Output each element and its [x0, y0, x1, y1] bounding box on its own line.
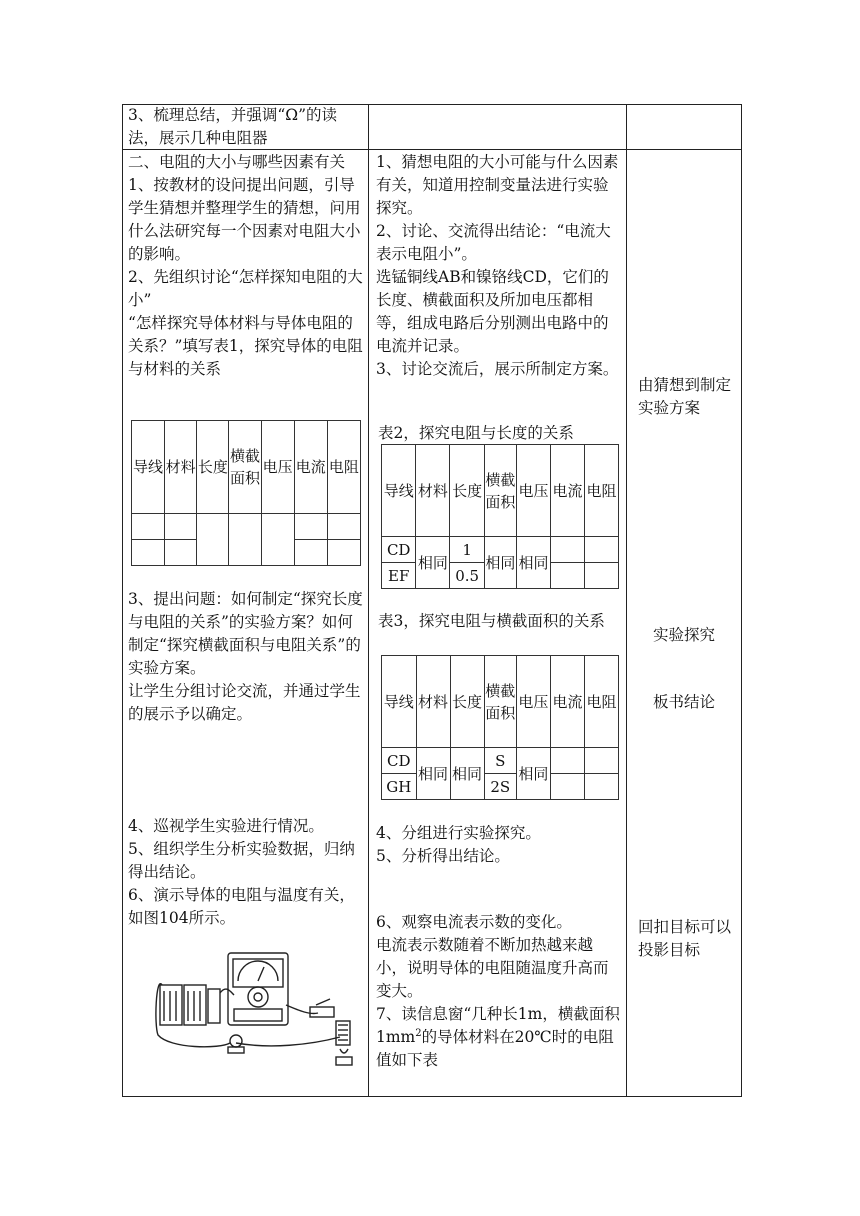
t2-area: 相同 — [484, 537, 516, 589]
t3-resistance — [584, 748, 618, 774]
t2-length: 0.5 — [450, 563, 484, 589]
t3-current — [550, 748, 584, 774]
student-p9-text-end: 的导体材料在20℃时的电阻值如下表 — [376, 1028, 614, 1069]
t2-wire: CD — [382, 537, 416, 563]
t3-header: 电阻 — [584, 656, 618, 748]
teacher-p7: 4、巡视学生实验进行情况。 — [128, 817, 324, 835]
t1-header: 导线 — [132, 421, 165, 514]
t3-header: 电压 — [516, 656, 550, 748]
table-3 — [381, 655, 619, 800]
t3-wire: GH — [382, 774, 417, 800]
experiment-apparatus-illustration — [150, 945, 365, 1070]
t1-header: 电流 — [294, 421, 327, 514]
t2-voltage: 相同 — [516, 537, 550, 589]
t3-material: 相同 — [416, 748, 450, 800]
teacher-p4: “怎样探究导体材料与导体电阻的关系？”填写表1，探究导体的电阻与材料的关系 — [128, 314, 363, 378]
student-p9 — [376, 1003, 620, 1072]
teacher-p5: 3、提出问题：如何制定“探究长度与电阻的关系”的实验方案？如何制定“探究横截面积与电阻关系”的实验方案。 — [128, 590, 363, 677]
t2-material: 相同 — [416, 537, 450, 589]
student-p9-text: 7、读信息窗“几种长1m，横截面积1mm — [376, 1005, 620, 1046]
t2-length: 1 — [450, 537, 484, 563]
teacher-p8: 5、组织学生分析实验数据，归纳得出结论。 — [128, 840, 355, 881]
t2-current — [550, 563, 584, 589]
teacher-column-upper — [128, 151, 364, 381]
t1-header: 材料 — [165, 421, 197, 514]
t2-header: 电流 — [550, 445, 584, 537]
student-column-middle — [376, 822, 620, 868]
table-1 — [131, 420, 361, 566]
t2-header: 电压 — [516, 445, 550, 537]
t3-wire: CD — [382, 748, 417, 774]
t3-voltage: 相同 — [516, 748, 550, 800]
teacher-p2: 1、按教材的设问提出问题，引导学生猜想并整理学生的猜想，问用什么法研究每一个因素对电阻大小的影响。 — [128, 176, 361, 263]
t1-header: 横截面积 — [229, 421, 261, 514]
t2-resistance — [584, 563, 618, 589]
student-p5: 4、分组进行实验探究。 — [376, 824, 541, 842]
text-summary: 3、梳理总结，并强调“Ω”的读法，展示几种电阻器 — [128, 106, 338, 147]
t3-resistance — [584, 774, 618, 800]
teacher-column-lower — [128, 815, 364, 930]
t1-cell — [294, 514, 327, 540]
t1-header: 电压 — [261, 421, 294, 514]
t3-header: 导线 — [382, 656, 417, 748]
note-2: 实验探究 — [652, 626, 715, 644]
column-divider-2 — [626, 104, 627, 1097]
superscript: 2 — [415, 1027, 422, 1039]
note-3: 板书结论 — [652, 693, 715, 711]
t1-cell — [294, 540, 327, 566]
teacher-column-middle — [128, 588, 364, 726]
student-p3: 选锰铜线AB和镍铬线CD，它们的长度、横截面积及所加电压都相等，组成电路后分别测出电路中的电流并记录。 — [376, 268, 609, 355]
column-divider-1 — [368, 104, 369, 1097]
t1-cell — [132, 514, 165, 540]
t2-wire: EF — [382, 563, 416, 589]
teacher-p6: 让学生分组讨论交流，并通过学生的展示予以确定。 — [128, 682, 361, 723]
student-p4: 3、讨论交流后，展示所制定方案。 — [376, 360, 619, 378]
t3-header: 横截面积 — [484, 656, 516, 748]
t2-header: 电阻 — [584, 445, 618, 537]
t3-length: 相同 — [450, 748, 484, 800]
t1-cell — [327, 514, 360, 540]
t1-cell — [165, 540, 197, 566]
top-row-teacher-text — [128, 104, 364, 150]
t3-area: 2S — [484, 774, 516, 800]
student-p2: 2、讨论、交流得出结论：“电流大表示电阻小”。 — [376, 222, 611, 263]
student-p7: 6、观察电流表示数的变化。 — [376, 913, 572, 931]
table-2-caption: 表2，探究电阻与长度的关系 — [378, 424, 574, 442]
t1-cell — [327, 540, 360, 566]
t3-area: S — [484, 748, 516, 774]
student-p1: 1、猜想电阻的大小可能与什么因素有关，知道用控制变量法进行实验探究。 — [376, 153, 619, 217]
t1-cell — [197, 514, 229, 566]
t1-cell — [132, 540, 165, 566]
teacher-p3: 2、先组织讨论“怎样探知电阻的大小” — [128, 268, 363, 309]
t3-header: 长度 — [450, 656, 484, 748]
student-p6: 5、分析得出结论。 — [376, 847, 510, 865]
t1-header: 长度 — [197, 421, 229, 514]
t2-header: 材料 — [416, 445, 450, 537]
student-column-upper — [376, 151, 620, 381]
note-4: 回扣目标可以投影目标 — [638, 918, 732, 959]
t1-header: 电阻 — [327, 421, 360, 514]
t2-current — [550, 537, 584, 563]
t3-header: 材料 — [416, 656, 450, 748]
t2-resistance — [584, 537, 618, 563]
table-2 — [381, 444, 619, 589]
t3-header: 电流 — [550, 656, 584, 748]
teacher-p1: 二、电阻的大小与哪些因素有关 — [128, 153, 346, 171]
t1-cell — [229, 514, 261, 566]
note-1: 由猜想到制定实验方案 — [638, 376, 732, 417]
t2-header: 长度 — [450, 445, 484, 537]
t2-header: 横截面积 — [484, 445, 516, 537]
student-column-lower — [376, 911, 620, 1072]
t1-cell — [165, 514, 197, 540]
t1-cell — [261, 514, 294, 566]
student-p8: 电流表示数随着不断加热越来越小，说明导体的电阻随温度升高而变大。 — [376, 936, 609, 1000]
t2-header: 导线 — [382, 445, 416, 537]
t3-current — [550, 774, 584, 800]
table-3-caption: 表3，探究电阻与横截面积的关系 — [378, 612, 605, 630]
teacher-p9: 6、演示导体的电阻与温度有关，如图104所示。 — [128, 886, 355, 927]
